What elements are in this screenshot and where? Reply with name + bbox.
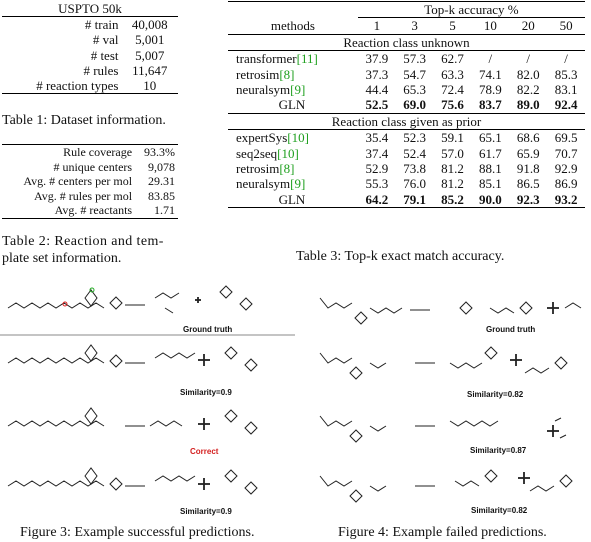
accuracy-cell: 65.3 — [403, 82, 427, 98]
k-header: 50 — [559, 18, 573, 34]
accuracy-cell: 64.2 — [365, 191, 389, 207]
accuracy-table — [228, 1, 585, 208]
method-label: expertSys — [236, 130, 288, 146]
accuracy-cell: 72.4 — [441, 82, 464, 98]
molecule-row — [320, 347, 567, 379]
fig4-similarity-label: Similarity=0.87 — [470, 446, 527, 455]
accuracy-cell: 68.6 — [516, 130, 540, 146]
accuracy-cell: 70.7 — [554, 145, 578, 161]
accuracy-cell: 82.0 — [516, 66, 540, 82]
method-label: GLN — [278, 191, 306, 207]
molecule-row — [8, 345, 257, 371]
fig3-correct-label: Correct — [190, 447, 219, 456]
molecule-row — [8, 286, 252, 313]
accuracy-cell: 85.3 — [554, 66, 578, 82]
figure4-molecules — [300, 278, 591, 523]
accuracy-cell: 78.9 — [478, 82, 502, 98]
accuracy-cell: 75.6 — [441, 97, 464, 113]
accuracy-cell: 63.3 — [441, 66, 464, 82]
k-header: 20 — [521, 18, 535, 34]
table2-value: 1.71 — [154, 203, 175, 218]
table1-title: USPTO 50k — [2, 1, 178, 17]
accuracy-cell: 86.5 — [516, 176, 540, 192]
accuracy-cell: 61.7 — [478, 145, 502, 161]
table2-value: 83.85 — [148, 188, 175, 203]
method-name — [228, 161, 358, 176]
accuracy-cell: 73.8 — [403, 161, 427, 177]
method-name — [228, 130, 358, 146]
table2-value: 29.31 — [148, 174, 175, 189]
method-name — [228, 176, 358, 191]
table3-row — [228, 161, 585, 176]
table1-value: 10 — [122, 78, 179, 94]
accuracy-cell: / — [564, 51, 568, 67]
figure4-caption: Figure 4: Example failed predictions. — [338, 525, 547, 540]
fig4-similarity-label: Similarity=0.82 — [471, 506, 528, 515]
molecule-row — [320, 298, 581, 324]
accuracy-cell: 81.2 — [441, 161, 464, 177]
citation-link[interactable]: [10] — [287, 130, 309, 146]
accuracy-cell: 93.2 — [554, 191, 578, 207]
accuracy-cell: 92.3 — [516, 191, 540, 207]
method-name — [228, 146, 358, 161]
accuracy-cell: 85.2 — [441, 191, 464, 207]
table3-caption: Table 3: Top-k exact match accuracy. — [296, 249, 505, 264]
accuracy-cell: 54.7 — [403, 66, 427, 82]
accuracy-cell: 65.9 — [516, 145, 540, 161]
table3-row — [228, 51, 585, 67]
dataset-table — [2, 1, 178, 94]
table2-label: Avg. # rules per mol — [33, 188, 133, 203]
accuracy-cell: 86.9 — [554, 176, 578, 192]
accuracy-cell: 52.5 — [365, 97, 389, 113]
citation-link[interactable]: [8] — [279, 66, 295, 82]
figure3-molecules — [0, 278, 295, 523]
accuracy-cell: 44.4 — [365, 82, 389, 98]
table1-value: 40,008 — [131, 17, 168, 33]
table3-row — [228, 130, 585, 146]
table3-row — [228, 82, 585, 97]
table2-label: Avg. # reactants — [54, 203, 133, 218]
table1-label: # train — [84, 17, 119, 33]
table1-label: # test — [90, 47, 119, 63]
table2-caption-line1: Table 2: Reaction and tem- — [2, 234, 164, 249]
k-header: 3 — [411, 18, 418, 34]
accuracy-cell: 37.3 — [365, 66, 389, 82]
accuracy-cell: 83.1 — [554, 82, 578, 98]
table2-label: Avg. # centers per mol — [23, 174, 133, 189]
fig4-ground-truth-label: Ground truth — [486, 325, 536, 334]
section-prior: Reaction class given as prior — [331, 113, 482, 129]
table3-row — [228, 192, 585, 208]
accuracy-cell: 92.9 — [554, 161, 578, 177]
method-label: seq2seq — [236, 145, 278, 161]
table3-row — [228, 97, 585, 113]
method-label: neuralsym — [236, 176, 291, 192]
accuracy-cell: 52.3 — [403, 130, 427, 146]
table2-label: Rule coverage — [63, 145, 133, 159]
accuracy-cell: 82.2 — [516, 82, 540, 98]
accuracy-cell: 35.4 — [365, 130, 389, 146]
method-name — [228, 67, 358, 82]
method-name — [228, 192, 358, 208]
accuracy-cell: 57.0 — [441, 145, 464, 161]
accuracy-cell: 90.0 — [478, 191, 502, 207]
accuracy-cell: 52.9 — [365, 161, 389, 177]
accuracy-cell: 74.1 — [478, 66, 502, 82]
accuracy-cell: 92.4 — [554, 97, 578, 113]
accuracy-cell: 69.0 — [403, 97, 427, 113]
table3-row — [228, 176, 585, 191]
accuracy-cell: 79.1 — [403, 191, 427, 207]
accuracy-cell: 37.4 — [365, 145, 389, 161]
accuracy-cell: 83.7 — [478, 97, 502, 113]
table1-value: 11,647 — [132, 62, 168, 78]
table2-label: # unique centers — [53, 159, 133, 174]
method-name — [228, 82, 358, 97]
accuracy-cell: 85.1 — [478, 176, 502, 192]
k-header: 1 — [373, 18, 381, 34]
section-unknown: Reaction class unknown — [343, 34, 470, 50]
accuracy-cell: 76.0 — [403, 176, 427, 192]
k-header: 10 — [483, 18, 497, 34]
accuracy-cell: 81.2 — [441, 176, 464, 192]
accuracy-cell: 91.8 — [516, 161, 540, 177]
table2-value: 93.3% — [144, 145, 175, 159]
method-label: retrosim — [236, 66, 280, 82]
accuracy-cell: 69.5 — [554, 130, 578, 146]
fig3-similarity-label: Similarity=0.9 — [180, 507, 232, 516]
citation-link[interactable]: [9] — [290, 176, 306, 192]
table2-value: 9,078 — [148, 159, 175, 174]
accuracy-cell: 52.4 — [403, 145, 427, 161]
accuracy-cell: 62.7 — [441, 51, 464, 67]
method-name — [228, 51, 358, 67]
accuracy-cell: 59.1 — [441, 130, 464, 146]
accuracy-cell: 89.0 — [516, 97, 540, 113]
table2-caption-line2: plate set information. — [2, 251, 122, 266]
citation-link[interactable]: [8] — [279, 161, 295, 177]
molecule-row — [8, 468, 257, 494]
accuracy-cell: 65.1 — [478, 130, 502, 146]
fig3-ground-truth-label: Ground truth — [183, 325, 233, 334]
figure3-caption: Figure 3: Example successful predictions. — [20, 525, 255, 540]
accuracy-cell: / — [526, 51, 531, 67]
method-label: neuralsym — [236, 82, 291, 98]
method-label: retrosim — [236, 161, 280, 177]
table3-row — [228, 67, 585, 82]
table3-row — [228, 146, 585, 161]
k-header: 5 — [449, 18, 456, 34]
table3-methods-label: methods — [270, 18, 315, 34]
molecule-row — [320, 416, 566, 442]
citation-link[interactable]: [10] — [277, 145, 299, 161]
table1-label: # rules — [83, 62, 119, 78]
method-name — [228, 97, 358, 113]
citation-link[interactable]: [11] — [296, 51, 318, 67]
method-label: transformer — [236, 51, 297, 67]
molecule-row — [320, 470, 572, 502]
table1-caption: Table 1: Dataset information. — [2, 113, 166, 128]
accuracy-cell: 88.1 — [478, 161, 502, 177]
method-label: GLN — [278, 97, 306, 113]
template-set-table — [2, 144, 178, 219]
accuracy-cell: 37.9 — [365, 51, 389, 67]
table3-header-title: Top-k accuracy % — [358, 2, 585, 18]
table1-value: 5,001 — [135, 32, 165, 48]
table1-value: 5,007 — [135, 47, 165, 63]
accuracy-cell: 57.3 — [403, 51, 427, 67]
table1-label: # reaction types — [2, 78, 122, 94]
citation-link[interactable]: [9] — [290, 82, 306, 98]
molecule-row — [8, 408, 257, 434]
fig4-similarity-label: Similarity=0.82 — [467, 390, 524, 399]
fig3-similarity-label: Similarity=0.9 — [180, 388, 232, 397]
table1-label: # val — [92, 32, 119, 48]
accuracy-cell: 55.3 — [365, 176, 389, 192]
accuracy-cell: / — [488, 51, 493, 67]
